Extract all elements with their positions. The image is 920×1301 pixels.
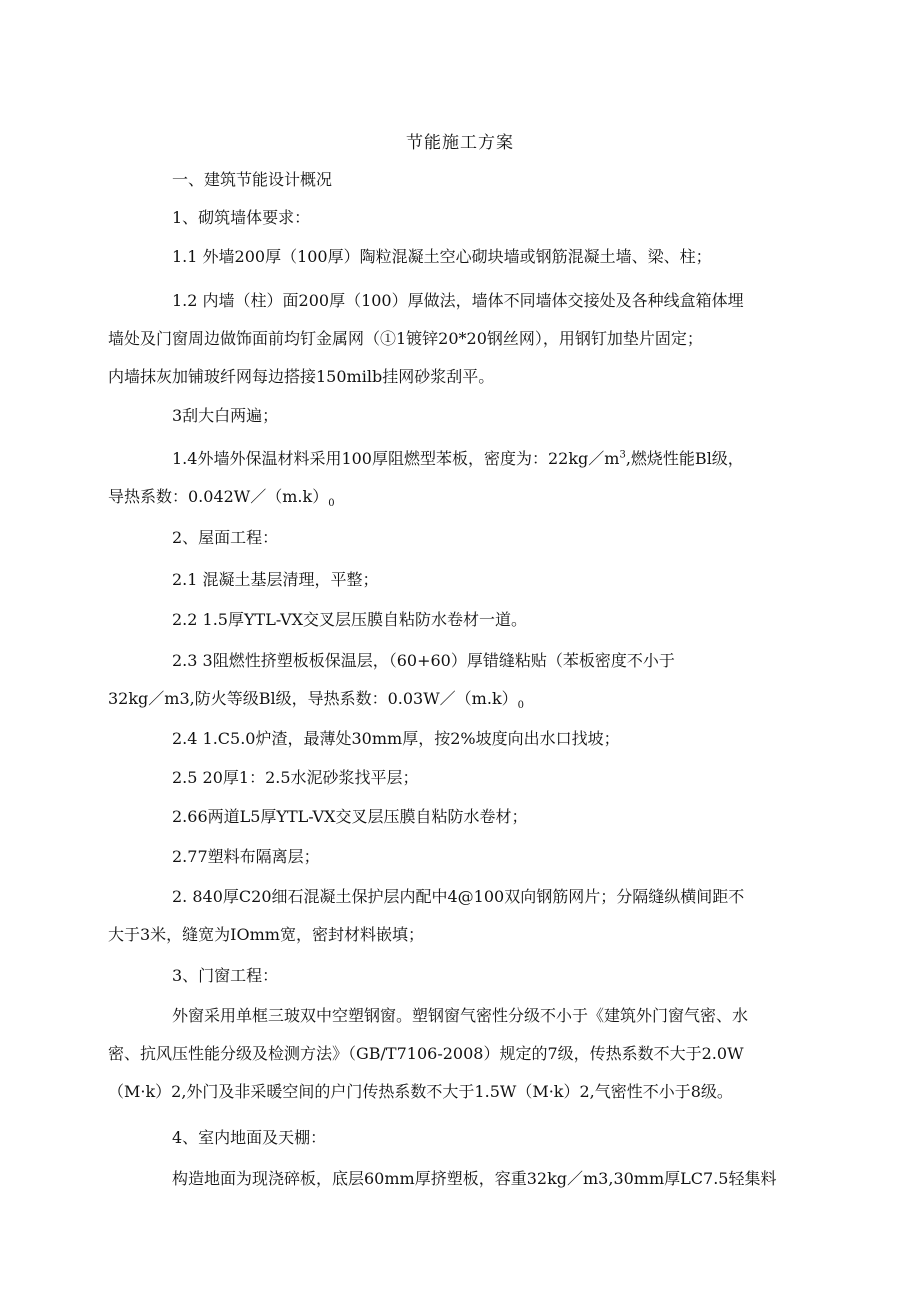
section-2-heading: 2、屋面工程： [172,528,279,547]
subsection-1-heading: 1、砌筑墙体要求： [172,208,311,227]
paragraph-2-7: 2.77塑料布隔离层； [172,847,320,866]
section-4-heading: 4、室内地面及天棚： [172,1128,327,1147]
paragraph-4: 构造地面为现浇碎板，底层60mm厚挤塑板，容重32kg／m3,30mm厚LC7.5轻集料 [172,1169,777,1188]
paragraph-2-8: 2. 840厚C20细石混凝土保护层内配中4@100双向钢筋网片；分隔缝纵横间距不 大于3米，缝宽为IOmm宽，密封材料嵌填； [108,887,745,944]
paragraph-2-1: 2.1 混凝土基层清理，平整； [172,570,379,589]
paragraph-2-2: 2.2 1.5厚YTL-VX交叉层压膜自粘防水卷材一道。 [172,610,528,629]
paragraph-1-3: 3刮大白两遍； [172,406,279,425]
paragraph-2-3: 2.3 3阻燃性挤塑板板保温层，（60+60）厚错缝粘贴（苯板密度不小于 32kg／m3,防火等级Bl级，导热系数：$0.03W/(m.k)_0$ [108,651,675,712]
paragraph-1-1: 1.1 外墙200厚（100厚）陶粒混凝土空心砌块墙或钢筋混凝土墙、梁、柱； [172,247,712,266]
page-title: 节能施工方案 [406,133,514,153]
paragraph-2-6: 2.66两道L5厚YTL-VX交叉层压膜自粘防水卷材； [172,807,528,826]
paragraph-2-5: 2.5 20厚1：2.5水泥砂浆找平层； [172,768,419,787]
paragraph-1-2: 1.2 内墙（柱）面200厚（100）厚做法，墙体不同墙体交接处及各种线盒箱体埋 墙处及门窗周边做饰面前均钉金属网（①1镀锌20*20钢丝网），用钢钉加垫片固定； 内墙抹灰加铺玻纤网每边搭接150milb挂网砂浆刮平。 [108,291,744,386]
paragraph-2-4: 2.4 1.C5.0炉渣，最薄处30mm厚，按2%坡度向出水口找坡； [172,729,620,748]
paragraph-3: 外窗采用单框三玻双中空塑钢窗。塑钢窗气密性分级不小于《建筑外门窗气密、水 密、抗风压性能分级及检测方法》（GB/T7106-2008）规定的7级，传热系数不大于2.0W （M·k）2,外门及非采暖空间的户门传热系数不大于1.5W（M·k）2,气密性不小于8级。 [108,1006,749,1101]
section-1-heading: 一、建筑节能设计概况 [172,170,333,189]
section-3-heading: 3、门窗工程： [172,966,279,985]
paragraph-1-4: 1.4外墙外保温材料采用100厚阻燃型苯板，密度为：$22kg/m^3$,燃烧性能Bl级， 导热系数：$0.042W/(m.k)_0$ [108,449,744,510]
